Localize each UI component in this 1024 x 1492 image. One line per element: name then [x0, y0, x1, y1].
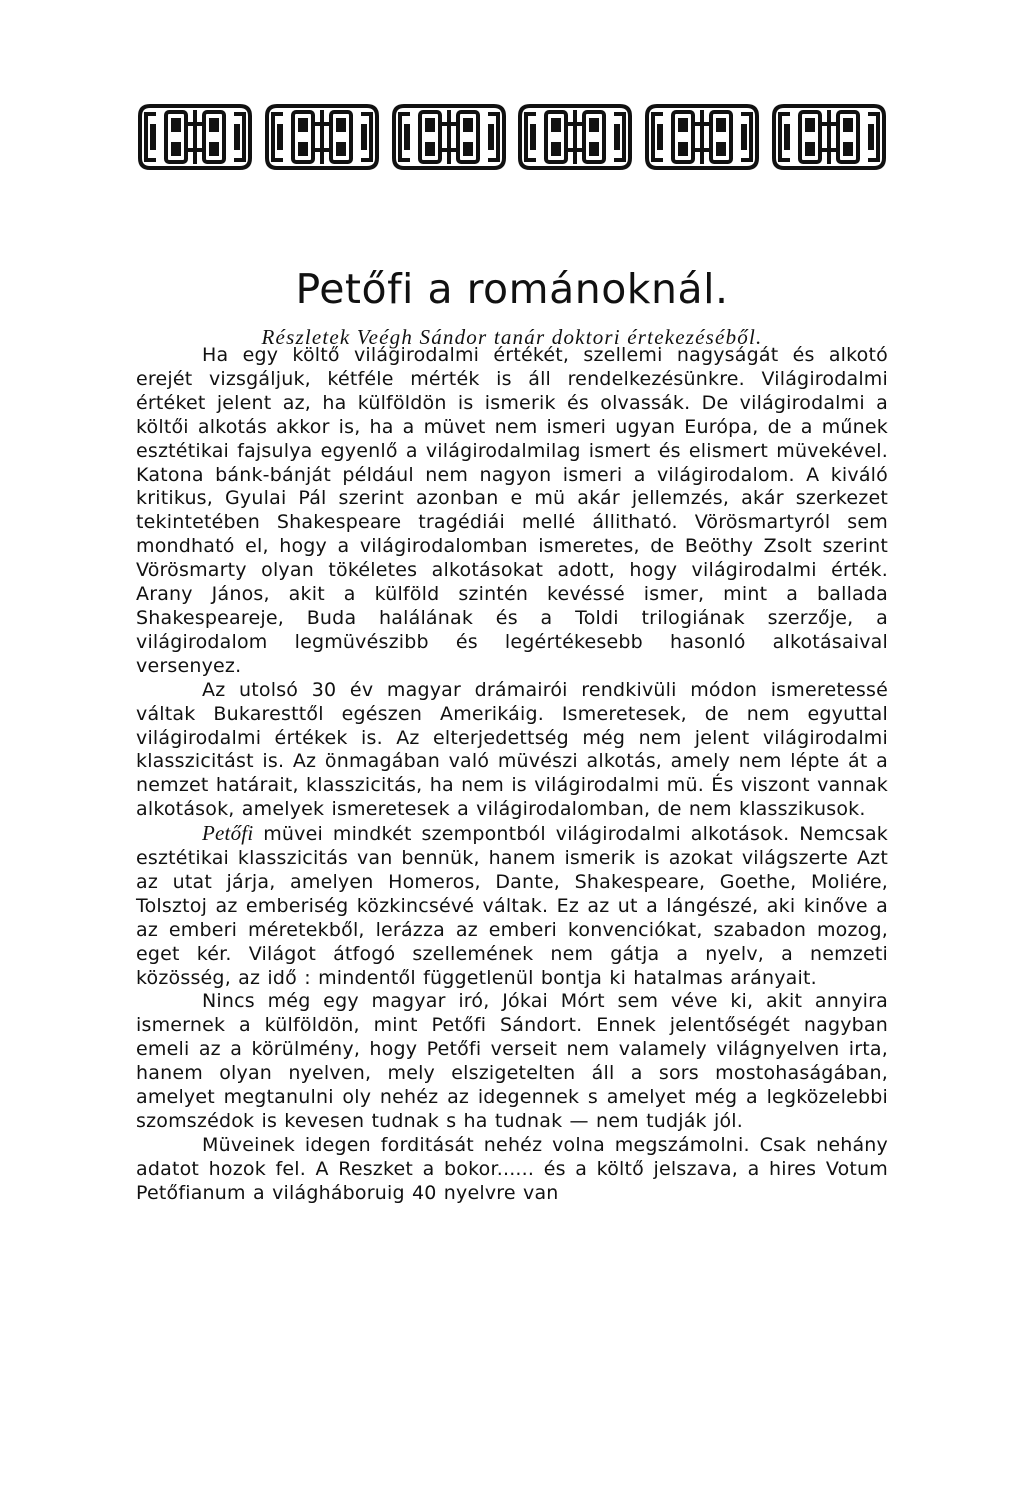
decorative-knot-ornament-icon: [770, 100, 888, 174]
decorative-knot-ornament-icon: [136, 100, 254, 174]
paragraph: [136, 344, 888, 679]
paragraph-lead-name: Petőfi: [202, 821, 254, 846]
decorative-knot-ornament-icon: [516, 100, 634, 174]
decorative-knot-ornament-icon: [263, 100, 381, 174]
article-subtitle: Részletek Veégh Sándor tanár doktori értekezéséből.: [261, 325, 763, 349]
paragraph-text: Ha egy költő világirodalmi értékét, szellemi nagyságát és alkotó erejét vizsgáljuk, kétféle mérték is áll rendelkezésünkre. Világirodalmi értéket jelent az, ha külföldön is ismerik és olvassák. De világirodalmi a költői alkotás akkor is, ha a müvet nem ismeri ugyan Európa, de a műnek esztétikai fajsulya egyenlő a világirodalmilag ismert és elismert müvekével. Katona bánk-bánját például nem nagyon ismeri a világirodalom. A kiváló kritikus, Gyulai Pál szerint azonban e mü akár jellemzés, akár szerkezet tekintetében Shakespeare tragédiái mellé állitható. Vörösmartyról sem mondható el, hogy a világirodalomban ismeretes, de Beöthy Zsolt szerint Vörösmarty olyan tökéletes alkotásokat adott, hogy világirodalmi érték. Arany János, akit a külföld szintén kevéssé ismer, mint a ballada Shakespeareje, Buda halálának és a Toldi trilogiának szerzője, a világirodalom legmüvészibb és legértékesebb hasonló alkotásaival versenyez.: [136, 344, 888, 677]
paragraph: [136, 679, 888, 822]
paragraph: [136, 822, 888, 990]
paragraph-text: Az utolsó 30 év magyar drámairói rendkivüli módon ismeretessé váltak Bukaresttől egészen Amerikáig. Ismeretesek, de nem egyuttal világirodalmi értékek is. Az elterjedettség még nem jelent világirodalmi klasszicitást is. Az önmagában való müvészi alkotás, amely nem lépte át a nemzet határait, klasszicitás, ha nem is világirodalmi mü. És viszont vannak alkotások, amelyek ismeretesek a világirodalomban, de nem klasszikusok.: [136, 678, 888, 821]
paragraph-text: Müveinek idegen forditását nehéz volna megszámolni. Csak nehány adatot hozok fel. A Reszket a bokor...... és a költő jelszava, a hires Votum Petőfianum a világháboruig 40 nyelvre van: [136, 1133, 888, 1204]
article-title: Petőfi a románoknál.: [295, 265, 729, 313]
paragraph: [136, 990, 888, 1133]
header-ornament-row: [136, 100, 888, 174]
paragraph-text: müvei mindkét szempontból világirodalmi alkotások. Nemcsak esztétikai klasszicitás van bennük, hanem ismerik is azokat világszerte Azt az utat járja, amelyen Homeros, Dante, Shakespeare, Goethe, Moliére, Tolsztoj az emberiség közkincsévé váltak. Ez az ut a lángészé, aki kinőve a az emberi méretekből, lerázza az emberi konvenciókat, szabadon mozog, eget kér. Világot átfogó szellemének nem gátja a nyelv, a nemzeti közösség, az idő : mindentől függetlenül bontja ki hatalmas arányait.: [136, 823, 888, 989]
decorative-knot-ornament-icon: [390, 100, 508, 174]
article-body: [136, 344, 888, 1206]
paragraph-text: Nincs még egy magyar iró, Jókai Mórt sem véve ki, akit annyira ismernek a külföldön, mint Petőfi Sándort. Ennek jelentőségét nagyban emeli az a körülmény, hogy Petőfi verseit nem valamely világnyelven irta, hanem olyan nyelven, mely elszigetelten áll a sors mostohaságában, amelyet megtanulni oly nehéz az idegennek s amelyet még a legközelebbi szomszédok is kevesen tudnak s ha tudnak — nem tudják jól.: [136, 990, 888, 1132]
decorative-knot-ornament-icon: [643, 100, 761, 174]
paragraph: [136, 1134, 888, 1206]
